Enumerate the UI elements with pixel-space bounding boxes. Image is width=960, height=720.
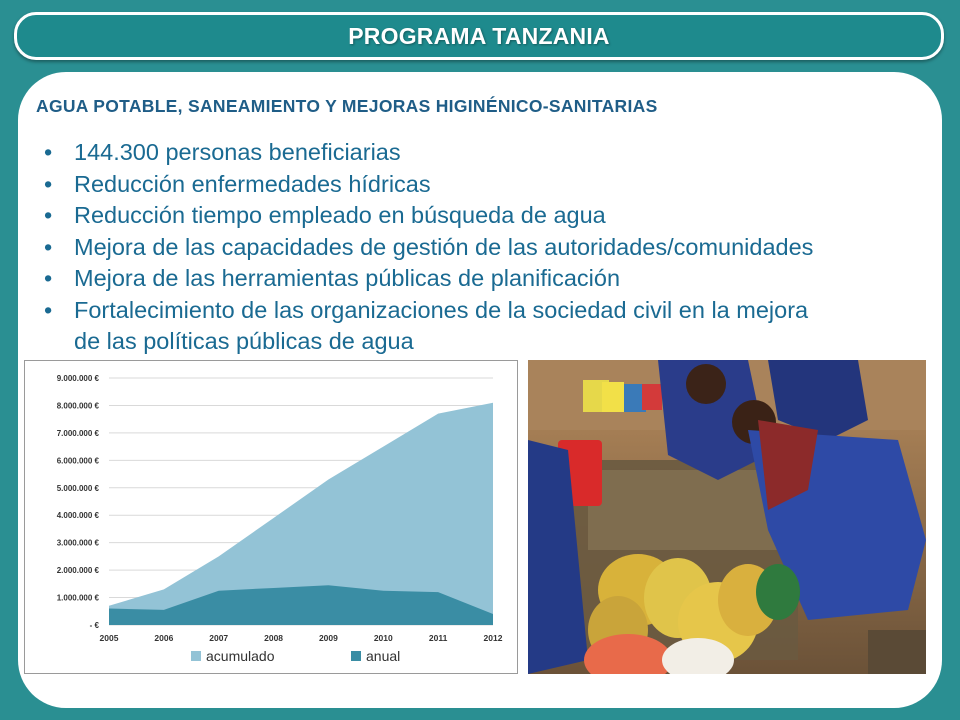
x-tick-label: 2010 <box>373 633 393 643</box>
bullet-item <box>44 200 934 232</box>
y-tick-label: 1.000.000 € <box>56 593 99 603</box>
y-tick-label: 2.000.000 € <box>56 566 99 576</box>
y-tick-label: 7.000.000 € <box>56 428 99 438</box>
bullet-item <box>44 295 934 327</box>
y-tick-label: 8.000.000 € <box>56 401 99 411</box>
x-tick-label: 2009 <box>318 633 338 643</box>
legend-swatch <box>191 651 201 661</box>
y-tick-label: 3.000.000 € <box>56 538 99 548</box>
bullet-icon: • <box>44 233 53 260</box>
bullet-text: Reducción enfermedades hídricas <box>74 170 431 197</box>
photo-illustration <box>528 360 926 674</box>
legend-label: acumulado <box>206 648 275 664</box>
bullet-item <box>44 232 934 264</box>
legend-label: anual <box>366 648 401 664</box>
area-chart <box>25 361 519 675</box>
bullet-text: Mejora de las capacidades de gestión de las autoridades/comunidades <box>74 233 814 260</box>
bullet-item <box>44 137 934 169</box>
y-tick-label: 9.000.000 € <box>56 374 99 383</box>
x-tick-label: 2005 <box>99 633 119 643</box>
bullet-item <box>44 169 934 201</box>
x-tick-label: 2011 <box>428 633 448 643</box>
bullet-icon: • <box>44 139 53 165</box>
y-tick-label: 5.000.000 € <box>56 483 99 493</box>
bullet-icon: • <box>44 296 53 323</box>
x-tick-label: 2008 <box>264 633 284 643</box>
section-subtitle: AGUA POTABLE, SANEAMIENTO Y MEJORAS HIGINÉNICO-SANITARIAS <box>36 96 658 116</box>
y-tick-label: 6.000.000 € <box>56 456 99 466</box>
bullet-text: Fortalecimiento de las organizaciones de la sociedad civil en la mejora <box>74 296 809 323</box>
y-tick-label: - € <box>89 621 99 630</box>
page-title: PROGRAMA TANZANIA <box>348 22 610 49</box>
x-tick-label: 2006 <box>154 633 174 643</box>
bullet-icon: • <box>44 265 53 291</box>
x-tick-label: 2007 <box>209 633 229 643</box>
x-tick-label: 2012 <box>483 633 503 643</box>
bullet-icon: • <box>44 202 53 228</box>
bullet-text: 144.300 personas beneficiarias <box>74 139 401 165</box>
title-bar <box>14 12 944 60</box>
legend-swatch <box>351 651 361 661</box>
bullet-text: de las políticas públicas de agua <box>74 328 414 354</box>
bullet-text: Mejora de las herramientas públicas de planificación <box>74 265 621 291</box>
water-collection-photo <box>528 360 926 674</box>
funding-chart <box>24 360 518 674</box>
bullet-list <box>44 137 934 358</box>
bullet-text: Reducción tiempo empleado en búsqueda de agua <box>74 202 606 228</box>
bullet-continuation <box>44 326 934 358</box>
bullet-icon: • <box>44 170 53 197</box>
y-tick-label: 4.000.000 € <box>56 511 99 521</box>
bullet-item <box>44 263 934 295</box>
